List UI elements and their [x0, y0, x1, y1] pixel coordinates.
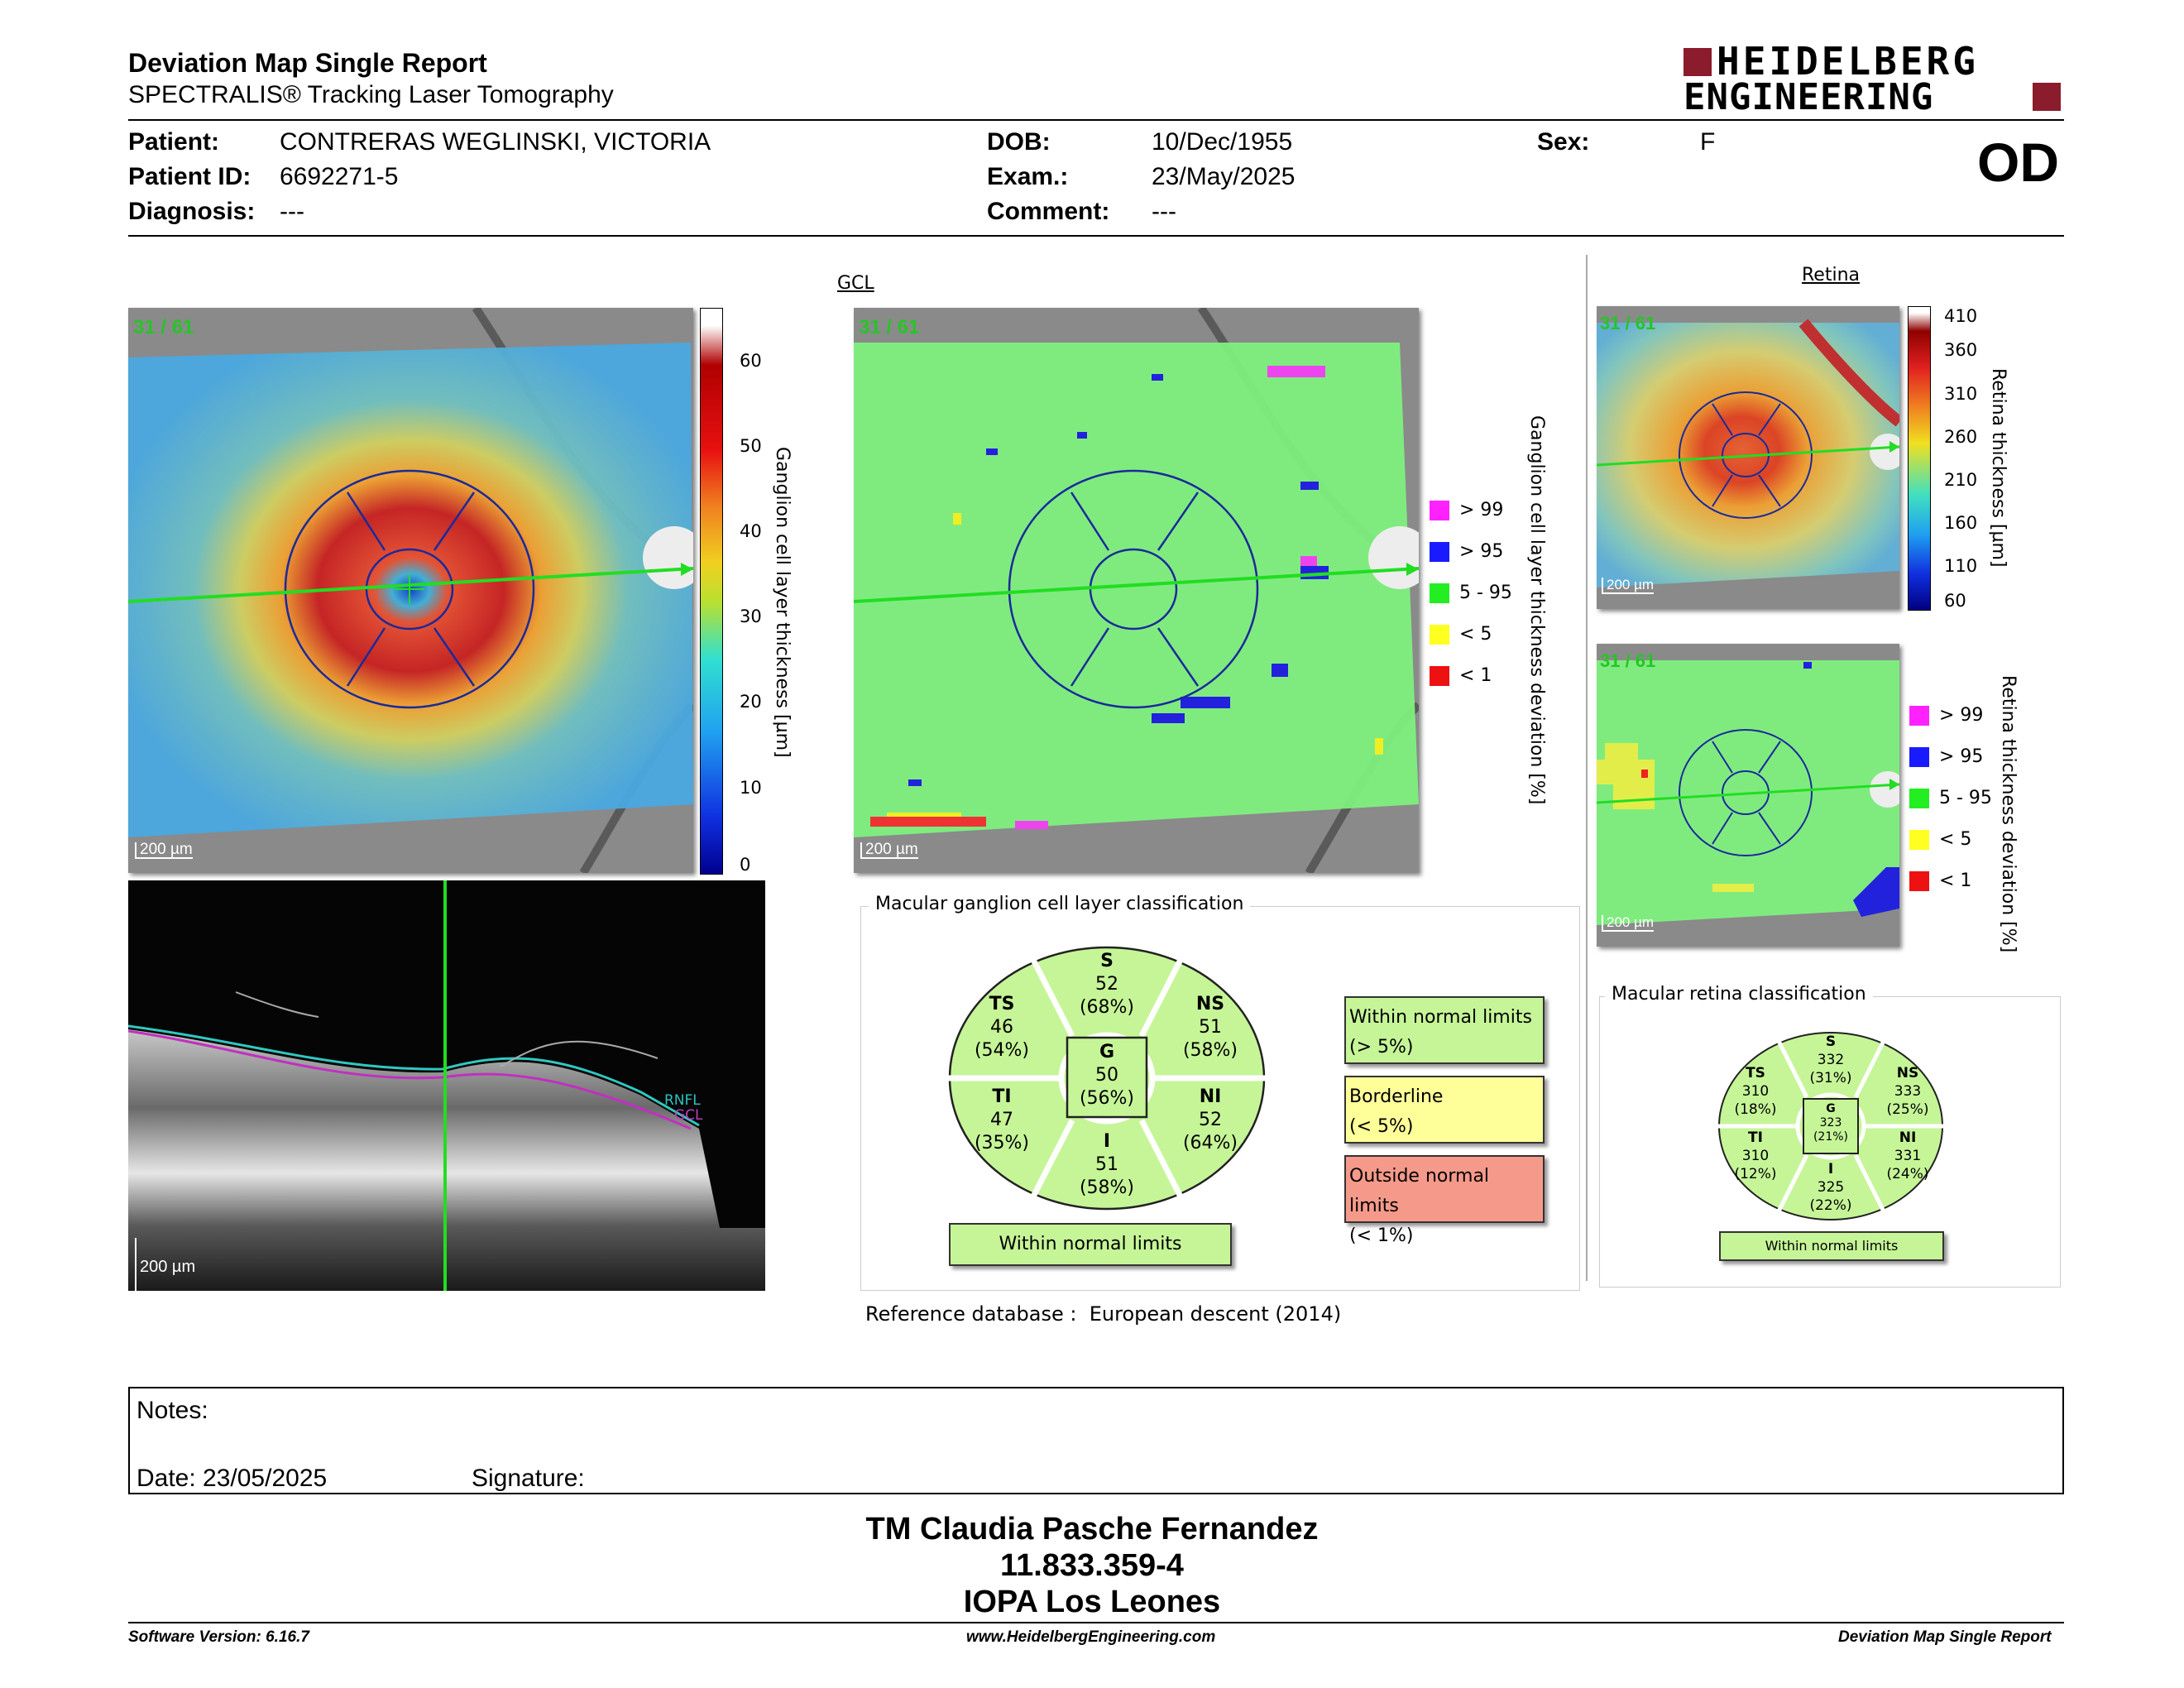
column-divider [1586, 255, 1588, 1281]
legend-item-5-95: 5 - 95 [1909, 788, 1992, 808]
signature-label: Signature: [472, 1465, 585, 1492]
gcl-section-title: GCL [837, 273, 874, 294]
colorbar-tick: 60 [1944, 591, 1966, 611]
scan-count: 31 / 61 [133, 316, 194, 338]
sector-ts: TS 46 (54%) [974, 994, 1030, 1061]
legend-item-lt5: < 5 [1430, 624, 1492, 645]
sector-ts: TS 310 (18%) [1734, 1065, 1777, 1118]
key-outside-normal: Outside normal limits (< 1%) [1344, 1155, 1545, 1223]
colorbar-tick: 360 [1944, 340, 1978, 360]
eye-indicator: OD [1977, 132, 2059, 193]
sector-g: G 323 (21%) [1813, 1102, 1849, 1144]
rnfl-label: RNFL [664, 1092, 701, 1109]
gcl-deviation-map [854, 308, 1419, 873]
colorbar-tick: 60 [740, 351, 762, 371]
colorbar-tick: 160 [1944, 513, 1978, 533]
sector-i: I 51 (58%) [1079, 1131, 1135, 1198]
sector-ns: NS 333 (25%) [1886, 1065, 1929, 1118]
gcl-layer-label: GCL [674, 1107, 703, 1124]
colorbar-tick: 310 [1944, 384, 1978, 404]
sector-ti: TI 47 (35%) [974, 1086, 1030, 1153]
sector-ni: NI 331 (24%) [1886, 1129, 1929, 1182]
scan-count: 31 / 61 [1600, 650, 1656, 671]
legend-item-5-95: 5 - 95 [1430, 583, 1512, 603]
sex-value: F [1700, 128, 1716, 156]
legend-item-lt5: < 5 [1909, 829, 1971, 850]
dob-label: DOB: [987, 128, 1051, 156]
gcl-result-box: Within normal limits [949, 1223, 1232, 1266]
signoff-block [678, 1511, 1506, 1620]
gcl-classification-title: Macular ganglion cell layer classification [869, 894, 1250, 914]
patient-label: Patient: [128, 128, 220, 156]
retina-result-box: Within normal limits [1719, 1231, 1944, 1261]
patient-id: 6692271-5 [280, 163, 399, 190]
signoff-id: 11.833.359-4 [1000, 1548, 1184, 1583]
website-link[interactable]: www.HeidelbergEngineering.com [966, 1628, 1216, 1646]
legend-item-gt99: > 99 [1909, 705, 1983, 726]
gcl-thickness-colorbar [700, 308, 723, 875]
sector-s: S 52 (68%) [1079, 951, 1135, 1018]
notes-label: Notes: [136, 1397, 208, 1424]
colorbar-tick: 0 [740, 855, 751, 875]
dob-value: 10/Dec/1955 [1152, 128, 1293, 156]
scan-count: 31 / 61 [859, 316, 920, 338]
gcl-thickness-axis-label: Ganglion cell layer thickness [µm] [772, 447, 793, 758]
exam-label: Exam.: [987, 163, 1069, 190]
colorbar-tick: 20 [740, 692, 762, 712]
reference-database: Reference database : European descent (2014) [865, 1302, 1342, 1326]
scale-bar: 200 µm [135, 842, 193, 859]
gcl-thickness-map [128, 308, 693, 873]
sector-ti: TI 310 (12%) [1734, 1129, 1777, 1182]
legend-item-lt1: < 1 [1909, 870, 1971, 891]
retina-thickness-axis-label: Retina thickness [µm] [1988, 368, 2009, 568]
scale-bar: 200 µm [1602, 915, 1654, 932]
report-title: Deviation Map Single Report [128, 48, 487, 78]
diagnosis-value: --- [280, 198, 304, 225]
colorbar-tick: 110 [1944, 556, 1978, 576]
retina-section-title: Retina [1802, 265, 1860, 285]
legend-item-gt95: > 95 [1430, 541, 1503, 562]
signoff-name: TM Claudia Pasche Fernandez [865, 1512, 1319, 1547]
colorbar-tick: 410 [1944, 306, 1978, 326]
patient-id-label: Patient ID: [128, 163, 251, 190]
patient-name: CONTRERAS WEGLINSKI, VICTORIA [280, 128, 711, 156]
gcl-sector-chart [948, 945, 1266, 1211]
sector-i: I 325 (22%) [1809, 1161, 1852, 1214]
key-borderline: Borderline (< 5%) [1344, 1076, 1545, 1144]
footer-report-name: Deviation Map Single Report [1838, 1628, 2052, 1646]
notes-box [128, 1387, 2064, 1494]
gcl-deviation-axis-label: Ganglion cell layer thickness deviation [%] [1526, 415, 1547, 805]
brand-logo: HEIDELBERG ENGINEERING [1684, 46, 2064, 116]
key-within-normal: Within normal limits (> 5%) [1344, 996, 1545, 1064]
sector-s: S 332 (31%) [1809, 1033, 1852, 1086]
colorbar-tick: 40 [740, 521, 762, 541]
colorbar-tick: 210 [1944, 470, 1978, 490]
retina-thickness-colorbar [1908, 306, 1931, 611]
exam-value: 23/May/2025 [1152, 163, 1296, 190]
comment-value: --- [1152, 198, 1176, 225]
sector-ns: NS 51 (58%) [1182, 994, 1238, 1061]
retina-deviation-axis-label: Retina thickness deviation [%] [1998, 675, 2019, 953]
bscan-scale-bar: 200 µm [135, 1238, 195, 1291]
scan-count: 31 / 61 [1600, 313, 1656, 333]
retina-deviation-map [1597, 644, 1899, 947]
legend-item-lt1: < 1 [1430, 665, 1492, 686]
scale-bar: 200 µm [1602, 578, 1654, 594]
retina-thickness-map [1597, 306, 1899, 609]
comment-label: Comment: [987, 198, 1110, 225]
retina-classification-title: Macular retina classification [1605, 984, 1873, 1005]
colorbar-tick: 10 [740, 778, 762, 798]
date-label: Date: 23/05/2025 [136, 1465, 328, 1492]
report-subtitle: SPECTRALIS® Tracking Laser Tomography [128, 81, 614, 108]
colorbar-tick: 260 [1944, 427, 1978, 447]
colorbar-tick: 30 [740, 607, 762, 626]
signoff-institution: IOPA Los Leones [963, 1585, 1221, 1619]
software-version: Software Version: 6.16.7 [128, 1628, 309, 1646]
legend-item-gt99: > 99 [1430, 500, 1503, 520]
legend-item-gt95: > 95 [1909, 746, 1983, 767]
diagnosis-label: Diagnosis: [128, 198, 256, 225]
sex-label: Sex: [1537, 128, 1590, 156]
retina-sector-chart [1717, 1031, 1945, 1221]
colorbar-tick: 50 [740, 436, 762, 456]
sector-g: G 50 (56%) [1079, 1042, 1135, 1109]
scale-bar: 200 µm [860, 842, 918, 859]
sector-ni: NI 52 (64%) [1182, 1086, 1238, 1153]
bscan-image [128, 880, 765, 1291]
